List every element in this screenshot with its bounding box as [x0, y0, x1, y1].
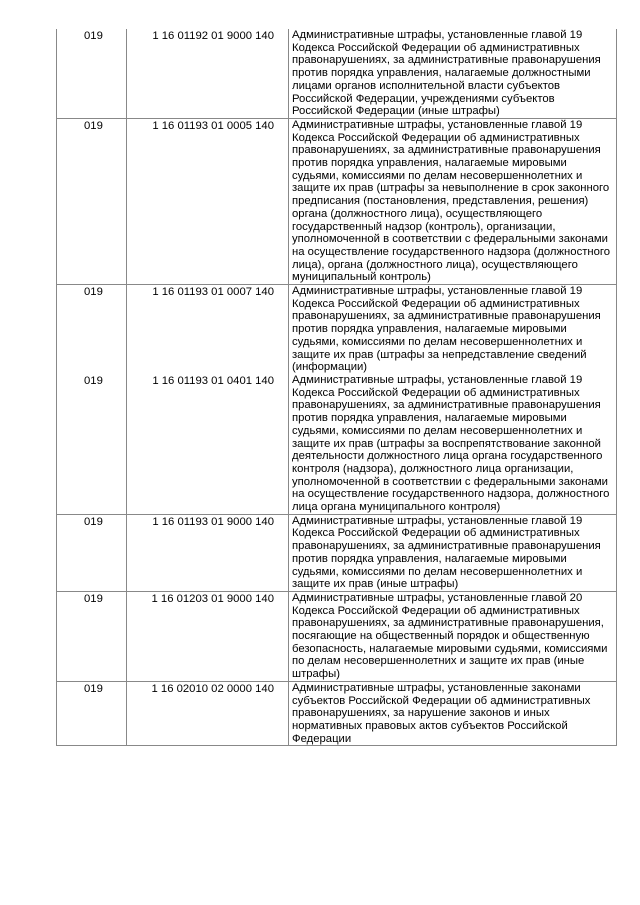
kbk-code-cell: 1 16 01193 01 0401 140 — [127, 374, 289, 514]
admin-code-cell: 019 — [57, 285, 127, 374]
description-cell: Административные штрафы, установленные главой 20 Кодекса Российской Федерации об административных правонарушениях, за административные правонарушения, посягающие на общественный порядок и общественную безопасность, налагаемые мировыми судьями, комиссиями по делам несовершеннолетних и защите их прав (иные штрафы) — [289, 591, 617, 681]
kbk-table — [56, 29, 617, 746]
table-row — [57, 514, 617, 591]
admin-code-cell: 019 — [57, 118, 127, 284]
kbk-code-cell: 1 16 01193 01 0007 140 — [127, 285, 289, 374]
admin-code-cell: 019 — [57, 29, 127, 118]
kbk-code-cell: 1 16 01192 01 9000 140 — [127, 29, 289, 118]
table-row — [57, 118, 617, 284]
table-row — [57, 374, 617, 514]
kbk-code-cell: 1 16 01203 01 9000 140 — [127, 591, 289, 681]
table-row — [57, 285, 617, 374]
table-row — [57, 681, 617, 746]
description-cell: Административные штрафы, установленные главой 19 Кодекса Российской Федерации об административных правонарушениях, за административные правонарушения против порядка управления, налагаемые мировыми судьями, комиссиями по делам несовершеннолетних и защите их прав (иные штрафы) — [289, 514, 617, 591]
kbk-code-cell: 1 16 02010 02 0000 140 — [127, 681, 289, 746]
description-cell: Административные штрафы, установленные главой 19 Кодекса Российской Федерации об административных правонарушениях, за административные правонарушения против порядка управления, налагаемые мировыми судьями, комиссиями по делам несовершеннолетних и защите их прав (штрафы за непредставление сведений (информации) — [289, 285, 617, 374]
admin-code-cell: 019 — [57, 591, 127, 681]
description-cell: Административные штрафы, установленные законами субъектов Российской Федерации об административных правонарушениях, за нарушение законов и иных нормативных правовых актов субъектов Российской Федерации — [289, 681, 617, 746]
kbk-code-cell: 1 16 01193 01 9000 140 — [127, 514, 289, 591]
admin-code-cell: 019 — [57, 514, 127, 591]
admin-code-cell: 019 — [57, 681, 127, 746]
description-cell: Административные штрафы, установленные главой 19 Кодекса Российской Федерации об административных правонарушениях, за административные правонарушения против порядка управления, налагаемые мировыми судьями, комиссиями по делам несовершеннолетних и защите их прав (штрафы за воспрепятствование законной деятельности должностного лица органа государственного контроля (надзора), должностного лица организации, уполномоченной в соответствии с федеральными законами на осуществление государственного надзора, должностного лица органа муниципального контроля) — [289, 374, 617, 514]
admin-code-cell: 019 — [57, 374, 127, 514]
kbk-code-cell: 1 16 01193 01 0005 140 — [127, 118, 289, 284]
description-cell: Административные штрафы, установленные главой 19 Кодекса Российской Федерации об административных правонарушениях, за административные правонарушения против порядка управления, налагаемые должностными лицами органов исполнительной власти субъектов Российской Федерации, учреждениями субъектов Российской Федерации (иные штрафы) — [289, 29, 617, 118]
description-cell: Административные штрафы, установленные главой 19 Кодекса Российской Федерации об административных правонарушениях, за административные правонарушения против порядка управления, налагаемые мировыми судьями, комиссиями по делам несовершеннолетних и защите их прав (штрафы за невыполнение в срок законного предписания (постановления, представления, решения) органа (должностного лица), осуществляющего государственный надзор (контроль), организации, уполномоченной в соответствии с федеральными законами на осуществление государственного надзора (должностного лица), органа (должностного лица), осуществляющего муниципальный контроль) — [289, 118, 617, 284]
table-row — [57, 29, 617, 118]
table-row — [57, 591, 617, 681]
